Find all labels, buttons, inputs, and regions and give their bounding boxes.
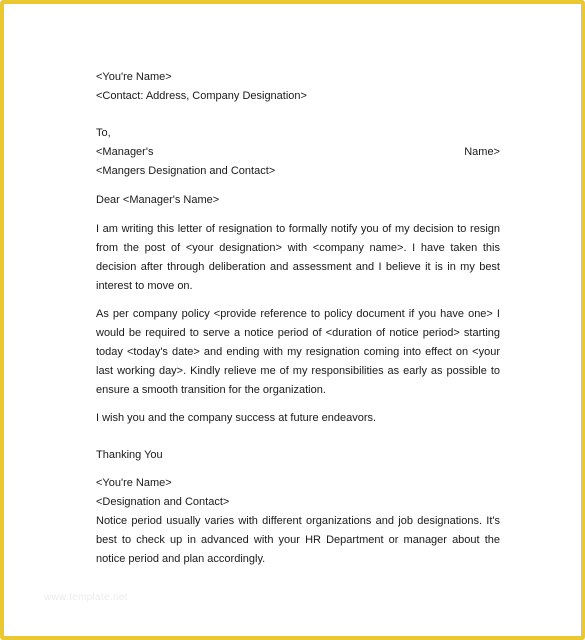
spacer bbox=[96, 296, 500, 305]
spacer bbox=[96, 400, 500, 409]
signature-designation: <Designation and Contact> bbox=[96, 496, 230, 508]
manager-designation: <Mangers Designation and Contact> bbox=[96, 165, 276, 177]
paragraph-wishes: I wish you and the company success at future endeavors. bbox=[96, 412, 377, 424]
watermark: www.template.net bbox=[44, 592, 128, 603]
sender-contact: <Contact: Address, Company Designation> bbox=[96, 90, 307, 102]
sender-name: <You're Name> bbox=[96, 71, 172, 83]
to-label: To, bbox=[96, 127, 111, 139]
spacer bbox=[96, 106, 500, 124]
manager-name-line bbox=[96, 143, 500, 162]
spacer bbox=[96, 428, 500, 446]
letter-page bbox=[96, 68, 500, 569]
closing: Thanking You bbox=[96, 449, 163, 461]
manager-name-right: Name> bbox=[464, 146, 500, 158]
salutation: Dear <Manager's Name> bbox=[96, 194, 220, 206]
spacer bbox=[96, 181, 500, 191]
spacer bbox=[96, 465, 500, 474]
paragraph-intent: I am writing this letter of resignation to formally notify you of my decision to resign from the post of <your designation> with <company name>. I have taken this decision after through deliberation and assessment and I believe it is in my best interest to move on. bbox=[96, 223, 500, 292]
spacer bbox=[96, 210, 500, 220]
signature-name: <You're Name> bbox=[96, 477, 172, 489]
manager-name-left: <Manager's bbox=[96, 146, 154, 158]
paragraph-notice-period: As per company policy <provide reference to policy document if you have one> I would be required to serve a notice period of <duration of notice period> starting today <today's date> and ending with my resignation coming into effect on <your last working day>. Kindly relieve me of my responsibilities as early as possible to ensure a smooth transition for the organization. bbox=[96, 308, 500, 396]
notice-period-note: Notice period usually varies with different organizations and job designations. It's best to check up in advanced with your HR Department or manager about the notice period and plan accordingly. bbox=[96, 515, 500, 565]
